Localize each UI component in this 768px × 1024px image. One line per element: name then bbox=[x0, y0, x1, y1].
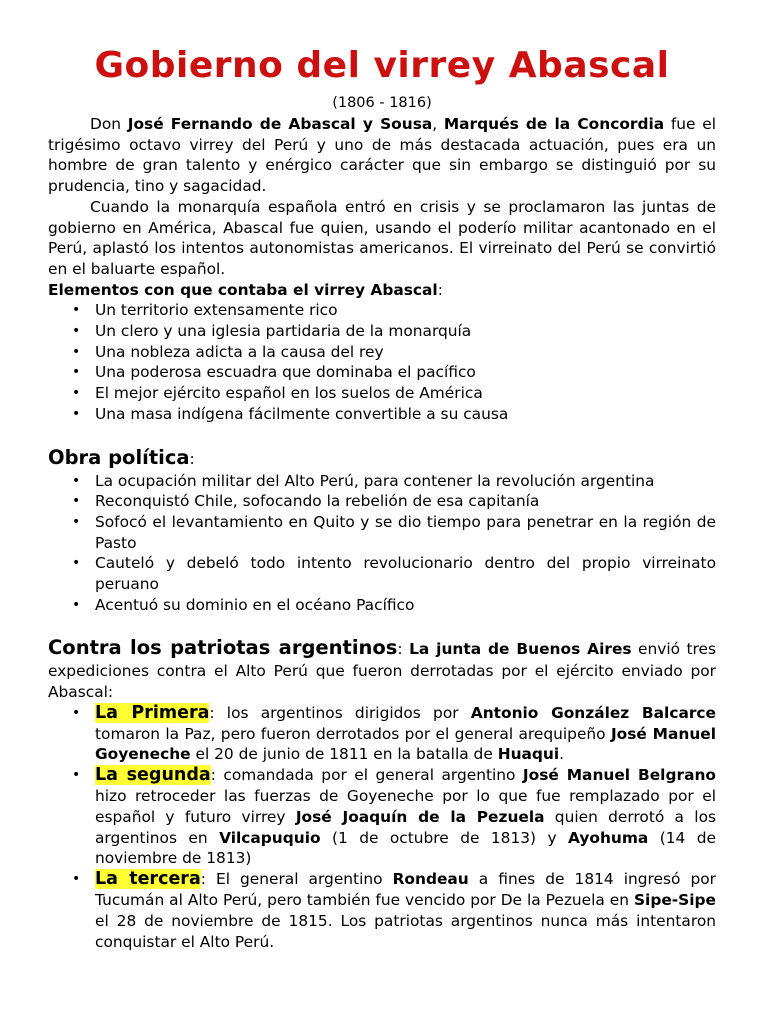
expedicion-item: • La Primera: los argentinos dirigidos por Antonio González Balcarce tomaron la Paz, pero fueron derrotados por el general arequipeño José Manuel Goyeneche el 20 de junio de 1811 en la batalla de Huaqui. bbox=[95, 703, 716, 765]
name-abascal: José Fernando de Abascal y Sousa bbox=[127, 115, 433, 133]
expedicion-label: La Primera bbox=[95, 702, 210, 723]
obra-list-item: • Acentuó su dominio en el océano Pacífico bbox=[95, 595, 716, 616]
obra-list-item: • Cauteló y debeló todo intento revolucionario dentro del propio virreinato peruano bbox=[95, 553, 716, 594]
expedicion-label: La tercera bbox=[95, 869, 201, 890]
bold-name: Vilcapuquio bbox=[219, 828, 321, 847]
elementos-list-item: • Una poderosa escuadra que dominaba el pacífico bbox=[95, 362, 716, 383]
elementos-list-item: • Una masa indígena fácilmente convertible a su causa bbox=[95, 404, 716, 425]
title-marques: Marqués de la Concordia bbox=[443, 115, 665, 133]
elementos-list-item: • Una nobleza adicta a la causa del rey bbox=[95, 342, 716, 363]
bold-name: Sipe-Sipe bbox=[633, 891, 716, 910]
contra-heading: Contra los patriotas argentinos bbox=[48, 636, 398, 660]
expedicion-item: • La segunda: comandada por el general argentino José Manuel Belgrano hizo retroceder las fuerzas de Goyeneche por lo que fue remplazado por el español y futuro virrey José Joaquín de la Pezuela quien derrotó a los argentinos en Vilcapuquio (1 de octubre de 1813) y Ayohuma (14 de noviembre de 1813) bbox=[95, 765, 716, 869]
obra-list-item: • La ocupación militar del Alto Perú, para contener la revolución argentina bbox=[95, 471, 716, 492]
bold-name: Huaqui bbox=[497, 745, 560, 764]
contra-paragraph: Contra los patriotas argentinos: La junta de Buenos Aires envió tres expediciones contra el Alto Perú que fueron derrotadas por el ejército enviado por Abascal: bbox=[48, 636, 717, 702]
elementos-list-item: • El mejor ejército español en los suelos de América bbox=[95, 383, 716, 404]
date-range: (1806 - 1816) bbox=[332, 95, 432, 111]
bold-name: Ayohuma bbox=[568, 828, 649, 847]
obra-list-item: • Sofocó el levantamiento en Quito y se dio tiempo para penetrar en la región de Pasto bbox=[95, 512, 716, 553]
expedicion-label: La segunda bbox=[95, 765, 211, 786]
bold-name: José Manuel Belgrano bbox=[522, 766, 716, 785]
junta-buenos-aires: La junta de Buenos Aires bbox=[409, 640, 632, 659]
document-page bbox=[48, 40, 716, 952]
bold-name: Rondeau bbox=[392, 870, 469, 889]
obra-heading: Obra política: bbox=[48, 445, 195, 469]
bold-name: José Manuel Goyeneche bbox=[95, 724, 717, 764]
elementos-list-item: • Un territorio extensamente rico bbox=[95, 300, 716, 321]
bold-name: José Joaquín de la Pezuela bbox=[295, 807, 545, 826]
bold-name: Antonio González Balcarce bbox=[470, 703, 716, 722]
intro-paragraph-1: Don José Fernando de Abascal y Sousa, Marqués de la Concordia fue el trigésimo octavo virrey del Perú y uno de más destacada actuación, pues era un hombre de gran talento y enérgico carácter que sin embargo se distinguió por su prudencia, tino y sagacidad. bbox=[48, 115, 716, 196]
page-title: Gobierno del virrey Abascal bbox=[94, 45, 670, 86]
elementos-heading: Elementos con que contaba el virrey Abascal: bbox=[48, 280, 443, 299]
elementos-list bbox=[48, 300, 716, 424]
expediciones-list bbox=[48, 703, 716, 953]
expedicion-item: • La tercera: El general argentino Rondeau a fines de 1814 ingresó por Tucumán al Alto Perú, pero también fue vencido por De la Pezuela en Sipe-Sipe el 28 de noviembre de 1815. Los patriotas argentinos nunca más intentaron conquistar el Alto Perú. bbox=[95, 869, 716, 952]
elementos-list-item: • Un clero y una iglesia partidaria de la monarquía bbox=[95, 321, 716, 342]
obra-list bbox=[48, 471, 716, 616]
obra-list-item: • Reconquistó Chile, sofocando la rebelión de esa capitanía bbox=[95, 491, 716, 512]
intro-paragraph-2: Cuando la monarquía española entró en crisis y se proclamaron las juntas de gobierno en América, Abascal fue quien, usando el poderío militar acantonado en el Perú, aplastó los intentos autonomistas americanos. El virreinato del Perú se convirtió en el baluarte español. bbox=[48, 197, 716, 278]
